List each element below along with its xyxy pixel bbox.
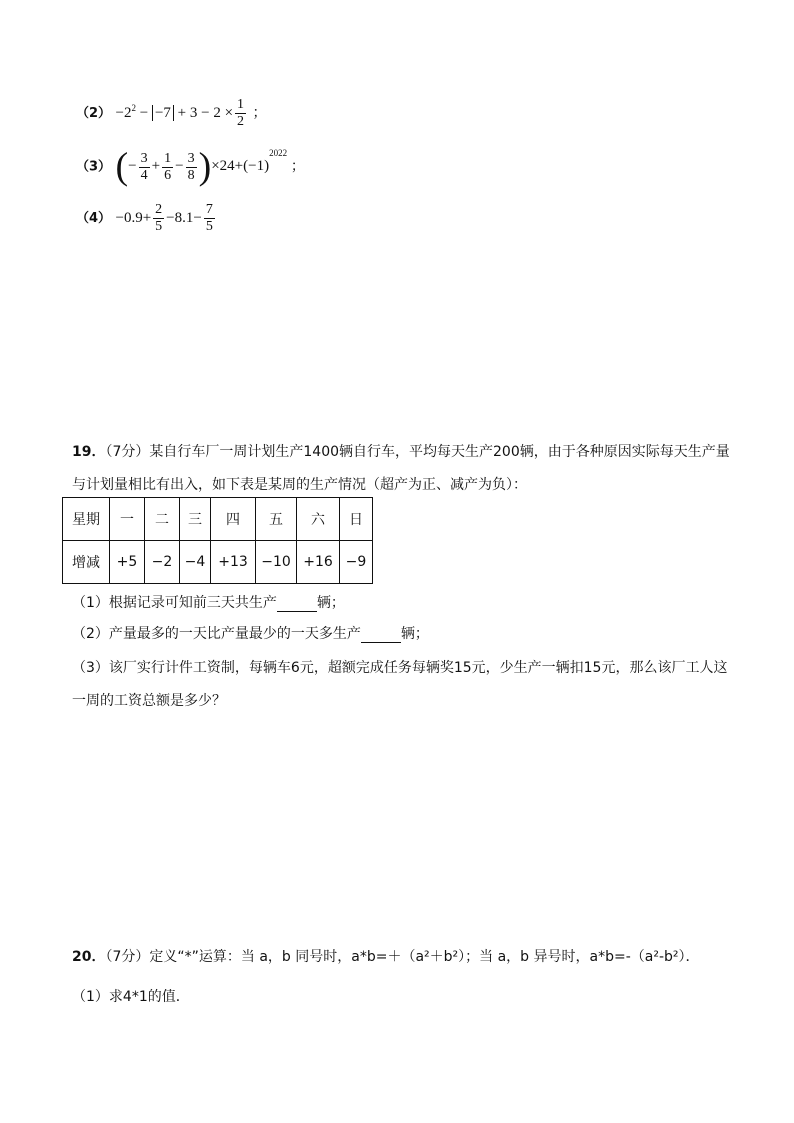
fraction: $\frac{3}{8}$ bbox=[187, 150, 195, 183]
table-cell: +16 bbox=[297, 541, 340, 584]
item-3-expression: (− $\frac{3}{4}$ + $\frac{1}{6}$ − $\frac{3}{8}$ )$\times 24+(-1)^{2022}$ bbox=[115, 146, 288, 188]
item-2-label: （2） bbox=[76, 105, 112, 121]
answer-blank[interactable] bbox=[361, 628, 401, 643]
production-table bbox=[62, 497, 373, 584]
table-cell: −2 bbox=[145, 541, 180, 584]
item-2-end: ； bbox=[252, 104, 267, 121]
item-4-expression: −0.9+ $\frac{2}{5}$ −8.1− $\frac{7}{5}$ bbox=[115, 202, 213, 234]
q20-number: 20． bbox=[72, 949, 106, 965]
table-cell: 增减 bbox=[63, 541, 110, 584]
fraction: $\frac{2}{5}$ bbox=[155, 202, 163, 234]
item-4 bbox=[76, 203, 217, 234]
q20-line1: 20．（7分）定义“*”运算：当 a，b 同号时，a*b=＋（a²＋b²）；当 a，b 异号时，a*b=-（a²-b²）． bbox=[72, 949, 700, 965]
item-3-label: （3） bbox=[76, 159, 112, 175]
q19-part3-line1: （3）该厂实行计件工资制，每辆车6元，超额完成任务每辆奖15元，少生产一辆扣15元，那么该厂工人这 bbox=[72, 660, 728, 676]
table-row bbox=[63, 498, 373, 541]
table-cell: 二 bbox=[145, 498, 180, 541]
table-cell: −9 bbox=[340, 541, 373, 584]
q19-part2: （2）产量最多的一天比产量最少的一天多生产 辆； bbox=[72, 626, 429, 642]
table-cell: 四 bbox=[211, 498, 256, 541]
fraction: $\frac{1}{2}$ bbox=[237, 97, 245, 129]
fraction: $\frac{1}{6}$ bbox=[164, 150, 172, 183]
table-cell: 五 bbox=[256, 498, 297, 541]
exponent: 2022 bbox=[269, 148, 288, 159]
table-cell: +13 bbox=[211, 541, 256, 584]
q19-part3-line2: 一周的工资总额是多少？ bbox=[72, 693, 226, 709]
q19-part1: （1）根据记录可知前三天共生产 辆； bbox=[72, 595, 345, 611]
table-cell: −10 bbox=[256, 541, 297, 584]
table-cell: 三 bbox=[180, 498, 211, 541]
absolute-value: −7 bbox=[152, 105, 174, 121]
item-3 bbox=[76, 148, 305, 186]
q19-number: 19． bbox=[72, 444, 106, 460]
fraction: $\frac{7}{5}$ bbox=[205, 202, 213, 234]
fraction: $\frac{3}{4}$ bbox=[140, 150, 148, 183]
q19-line2: 与计划量相比有出入，如下表是某周的生产情况（超产为正、减产为负）： bbox=[72, 477, 527, 493]
answer-blank[interactable] bbox=[277, 597, 317, 612]
table-cell: 六 bbox=[297, 498, 340, 541]
table-cell: +5 bbox=[110, 541, 145, 584]
item-2-expression: $-2^2 - -7 + 3 - 2$ × $\frac{1}{2}$ bbox=[115, 97, 245, 129]
table-cell: 日 bbox=[340, 498, 373, 541]
item-3-end: ； bbox=[290, 158, 305, 175]
table-cell: 一 bbox=[110, 498, 145, 541]
item-2 bbox=[76, 98, 267, 129]
table-cell: −4 bbox=[180, 541, 211, 584]
exponent: 2 bbox=[131, 102, 136, 113]
table-row bbox=[63, 541, 373, 584]
q20-part1: （1）求4*1的值． bbox=[72, 989, 190, 1005]
table-cell: 星期 bbox=[63, 498, 110, 541]
q19-line1: 19．（7分）某自行车厂一周计划生产1400辆自行车，平均每天生产200辆，由于各种原因实际每天生产量 bbox=[72, 444, 730, 460]
item-4-label: （4） bbox=[76, 210, 112, 226]
